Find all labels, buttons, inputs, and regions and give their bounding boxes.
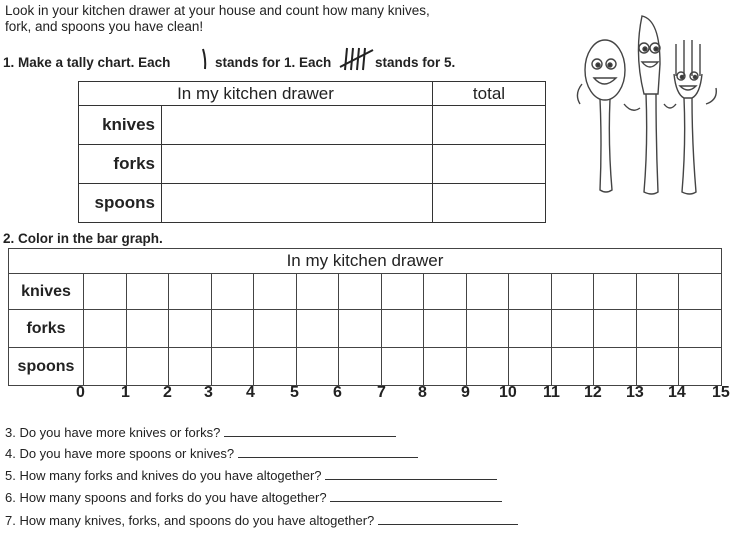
bar-cell[interactable] (551, 310, 594, 348)
bar-cell[interactable] (636, 348, 679, 386)
question-text: 3. Do you have more knives or forks? (5, 425, 221, 440)
axis-tick-label: 5 (290, 384, 299, 401)
intro-text (5, 3, 430, 35)
axis-tick-label: 4 (246, 384, 255, 401)
axis-tick-label: 6 (333, 384, 342, 401)
bar-cell[interactable] (466, 274, 509, 310)
question-4 (5, 445, 418, 461)
axis-tick-label: 3 (204, 384, 213, 401)
tally-row-label: forks (79, 145, 162, 184)
bar-cell[interactable] (509, 274, 552, 310)
axis-tick-label: 7 (377, 384, 386, 401)
bar-cell[interactable] (424, 274, 467, 310)
tally-title: In my kitchen drawer (79, 82, 433, 106)
bar-cell[interactable] (381, 274, 424, 310)
answer-line[interactable] (330, 489, 502, 502)
question-2: 2. Color in the bar graph. (3, 231, 163, 246)
tally-cell-spoons[interactable] (162, 184, 433, 223)
bar-cell[interactable] (339, 274, 382, 310)
axis-tick-label: 11 (543, 384, 560, 401)
bar-cell[interactable] (296, 310, 339, 348)
bar-row-label: spoons (9, 348, 84, 386)
intro-line-2: fork, and spoons you have clean! (5, 19, 204, 34)
tally-total-knives[interactable] (433, 106, 546, 145)
bar-cell[interactable] (84, 348, 127, 386)
bar-cell[interactable] (254, 348, 297, 386)
axis-tick-label: 10 (499, 384, 517, 401)
bar-cell[interactable] (254, 274, 297, 310)
q1-part-a: 1. Make a tally chart. Each (3, 55, 171, 70)
q1-part-b: stands for 1. Each (215, 55, 332, 70)
bar-graph-table (8, 248, 722, 386)
bar-cell[interactable] (636, 310, 679, 348)
bar-cell[interactable] (381, 348, 424, 386)
bar-cell[interactable] (211, 274, 254, 310)
answer-line[interactable] (238, 445, 418, 458)
bar-cell[interactable] (424, 310, 467, 348)
axis-tick-label: 2 (163, 384, 172, 401)
tally-chart-table (78, 81, 546, 223)
answer-line[interactable] (378, 512, 518, 525)
tally-one-icon (200, 47, 214, 73)
bar-cell[interactable] (84, 310, 127, 348)
axis-tick-label: 1 (121, 384, 130, 401)
tally-total-forks[interactable] (433, 145, 546, 184)
bar-cell[interactable] (126, 274, 169, 310)
bar-cell[interactable] (211, 310, 254, 348)
question-3 (5, 424, 396, 440)
tally-cell-forks[interactable] (162, 145, 433, 184)
bar-graph-title: In my kitchen drawer (9, 249, 722, 274)
bar-cell[interactable] (381, 310, 424, 348)
bar-cell[interactable] (679, 348, 722, 386)
bar-cell[interactable] (424, 348, 467, 386)
tally-row-label: spoons (79, 184, 162, 223)
question-text: 6. How many spoons and forks do you have altogether? (5, 490, 327, 505)
question-5 (5, 467, 497, 483)
tally-row-label: knives (79, 106, 162, 145)
axis-tick-label: 12 (584, 384, 602, 401)
intro-line-1: Look in your kitchen drawer at your house and count how many knives, (5, 3, 430, 18)
bar-cell[interactable] (679, 310, 722, 348)
question-text: 5. How many forks and knives do you have altogether? (5, 468, 322, 483)
tally-total-spoons[interactable] (433, 184, 546, 223)
bar-cell[interactable] (296, 348, 339, 386)
tally-five-icon (339, 45, 377, 73)
tally-cell-knives[interactable] (162, 106, 433, 145)
axis-tick-label: 13 (626, 384, 644, 401)
bar-cell[interactable] (509, 348, 552, 386)
axis-tick-label: 0 (76, 384, 85, 401)
bar-cell[interactable] (679, 274, 722, 310)
question-6 (5, 489, 502, 505)
bar-cell[interactable] (551, 274, 594, 310)
bar-cell[interactable] (466, 310, 509, 348)
bar-cell[interactable] (339, 310, 382, 348)
bar-cell[interactable] (339, 348, 382, 386)
tally-total-header: total (433, 82, 546, 106)
bar-cell[interactable] (594, 274, 637, 310)
answer-line[interactable] (325, 467, 497, 480)
bar-cell[interactable] (84, 274, 127, 310)
bar-cell[interactable] (211, 348, 254, 386)
bar-cell[interactable] (551, 348, 594, 386)
q1-part-c: stands for 5. (375, 55, 456, 70)
bar-cell[interactable] (169, 274, 212, 310)
bar-cell[interactable] (296, 274, 339, 310)
axis-tick-label: 14 (668, 384, 686, 401)
bar-cell[interactable] (169, 310, 212, 348)
bar-cell[interactable] (509, 310, 552, 348)
bar-cell[interactable] (594, 348, 637, 386)
bar-cell[interactable] (466, 348, 509, 386)
bar-cell[interactable] (126, 348, 169, 386)
cartoon-utensils-illustration (572, 4, 732, 196)
bar-cell[interactable] (169, 348, 212, 386)
axis-tick-label: 15 (712, 384, 730, 401)
bar-cell[interactable] (594, 310, 637, 348)
question-7 (5, 512, 518, 528)
bar-cell[interactable] (636, 274, 679, 310)
question-text: 4. Do you have more spoons or knives? (5, 446, 235, 461)
axis-tick-label: 9 (461, 384, 470, 401)
bar-row-label: knives (9, 274, 84, 310)
axis-tick-label: 8 (418, 384, 427, 401)
bar-cell[interactable] (126, 310, 169, 348)
question-text: 7. How many knives, forks, and spoons do you have altogether? (5, 513, 375, 528)
bar-cell[interactable] (254, 310, 297, 348)
answer-line[interactable] (224, 424, 396, 437)
bar-row-label: forks (9, 310, 84, 348)
